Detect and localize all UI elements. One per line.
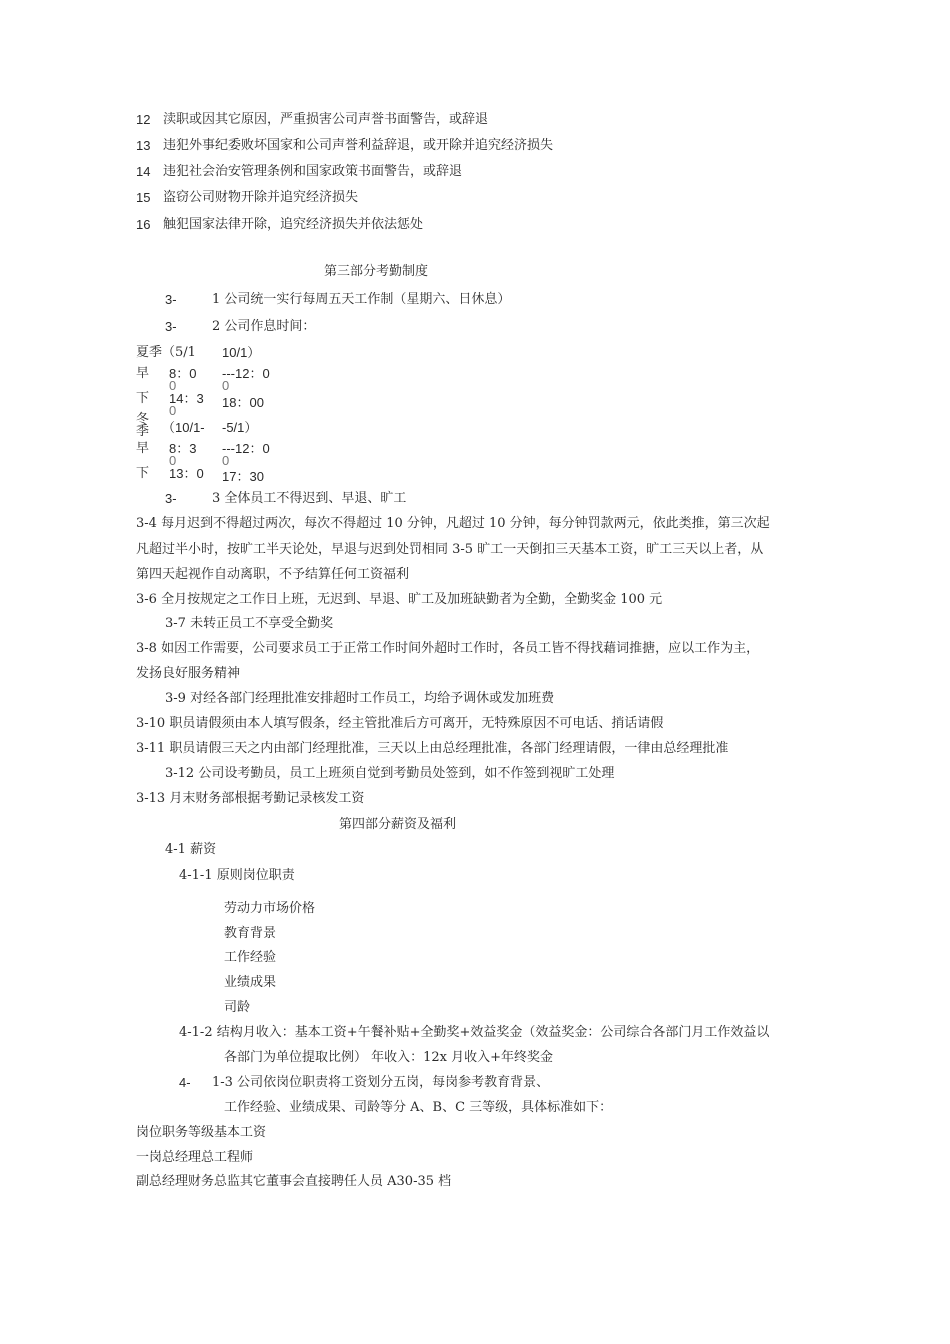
winter-afternoon-end: 17：30 bbox=[222, 469, 264, 484]
clipped-digit-fragment: 0 bbox=[222, 453, 230, 468]
para-3-4-line-3: 第四天起视作自动离职，不予结算任何工资福利 bbox=[136, 567, 410, 582]
para-3-12: 3-12 公司设考勤员，员工上班须自觉到考勤员处签到，如不作签到视旷工处理 bbox=[165, 766, 615, 781]
item-3-1-text: 1 公司统一实行每周五天工作制（星期六、日休息） bbox=[212, 292, 511, 307]
clipped-digit-fragment: 0 bbox=[222, 378, 230, 393]
section-4-1-1: 4-1-1 原则岗位职责 bbox=[179, 868, 295, 883]
rule-12-number: 12 bbox=[136, 112, 151, 127]
clipped-digit-fragment: 0 bbox=[169, 378, 177, 393]
section-4-1-2-line-1: 4-1-2 结构月收入：基本工资+午餐补贴+全勤奖+效益奖金（效益奖金：公司综合各部门月工作效益以 bbox=[179, 1025, 770, 1040]
para-3-6: 3-6 全月按规定之工作日上班，无迟到、早退、旷工及加班缺勤者为全勤，全勤奖金 100 元 bbox=[136, 592, 663, 607]
item-3-3-number: 3- bbox=[165, 491, 177, 506]
para-3-10: 3-10 职员请假须由本人填写假条，经主管批准后方可离开，无特殊原因不可电话、捎话请假 bbox=[136, 716, 664, 731]
winter-label: 冬季 bbox=[136, 412, 150, 439]
rule-15-number: 15 bbox=[136, 190, 151, 205]
summer-morning-label: 早 bbox=[136, 366, 150, 381]
rule-14-number: 14 bbox=[136, 164, 151, 179]
para-3-4-line-2: 凡超过半小时，按旷工半天论处，早退与迟到处罚相同 3-5 旷工一天倒扣三天基本工资，旷工三天以上者，从 bbox=[136, 542, 764, 557]
para-3-4-line-1: 3-4 每月迟到不得超过两次，每次不得超过 10 分钟，凡超过 10 分钟，每分钟罚款两元，依此类推，第三次起 bbox=[136, 516, 770, 531]
winter-range-end: -5/1） bbox=[222, 420, 258, 435]
para-3-11: 3-11 职员请假三天之内由部门经理批准，三天以上由总经理批准，各部门经理请假，一律由总经理批准 bbox=[136, 741, 729, 756]
factor-item: 教育背景 bbox=[224, 926, 277, 941]
item-3-1-number: 3- bbox=[165, 292, 177, 307]
para-3-7: 3-7 未转正员工不享受全勤奖 bbox=[165, 616, 334, 631]
rule-12-text: 渎职或因其它原因，严重损害公司声誉书面警告，或辞退 bbox=[163, 112, 489, 127]
salary-row: 副总经理财务总监其它董事会直接聘任人员 A30-35 档 bbox=[136, 1174, 452, 1189]
factor-item: 工作经验 bbox=[224, 950, 277, 965]
item-3-3-text: 3 全体员工不得迟到、早退、旷工 bbox=[212, 491, 407, 506]
section-4-1-3-number: 4- bbox=[179, 1075, 191, 1090]
clipped-digit-fragment: 0 bbox=[169, 403, 177, 418]
part4-title: 第四部分薪资及福利 bbox=[339, 817, 457, 832]
summer-afternoon-label: 下 bbox=[136, 391, 150, 406]
clipped-digit-fragment: 0 bbox=[169, 453, 177, 468]
section-4-1-2-line-2: 各部门为单位提取比例） 年收入：12x 月收入+年终奖金 bbox=[224, 1050, 554, 1065]
rule-13-number: 13 bbox=[136, 138, 151, 153]
summer-afternoon-end: 18：00 bbox=[222, 395, 264, 410]
rule-15-text: 盗窃公司财物开除并追究经济损失 bbox=[163, 190, 359, 205]
salary-table-header: 岗位职务等级基本工资 bbox=[136, 1125, 267, 1140]
rule-13-text: 违犯外事纪委败坏国家和公司声誉利益辞退，或开除并追究经济损失 bbox=[163, 138, 554, 153]
winter-morning-end: ---12：0 bbox=[222, 441, 270, 456]
rule-16-text: 触犯国家法律开除，追究经济损失并依法惩处 bbox=[163, 217, 424, 232]
part3-title: 第三部分考勤制度 bbox=[324, 264, 429, 279]
salary-row: 一岗总经理总工程师 bbox=[136, 1150, 254, 1165]
item-3-2-number: 3- bbox=[165, 319, 177, 334]
factor-item: 司龄 bbox=[224, 1000, 251, 1015]
summer-morning-end: ---12：0 bbox=[222, 366, 270, 381]
section-4-1-3-line-2: 工作经验、业绩成果、司龄等分 A、B、C 三等级，具体标准如下： bbox=[224, 1100, 613, 1115]
winter-range-start: （10/1- bbox=[162, 420, 205, 435]
para-3-9: 3-9 对经各部门经理批准安排超时工作员工，均给予调休或发加班费 bbox=[165, 691, 555, 706]
para-3-13: 3-13 月末财务部根据考勤记录核发工资 bbox=[136, 791, 365, 806]
para-3-8-line-2: 发扬良好服务精神 bbox=[136, 666, 241, 681]
winter-morning-start: 8：3 bbox=[169, 441, 197, 456]
winter-morning-label: 早 bbox=[136, 441, 150, 456]
winter-afternoon-label: 下 bbox=[136, 466, 150, 481]
factor-item: 劳动力市场价格 bbox=[224, 901, 316, 916]
para-3-8-line-1: 3-8 如因工作需要，公司要求员工于正常工作时间外超时工作时，各员工皆不得找藉词推搪，应以工作为主， bbox=[136, 641, 760, 656]
rule-14-text: 违犯社会治安管理条例和国家政策书面警告，或辞退 bbox=[163, 164, 463, 179]
summer-afternoon-start: 14：3 bbox=[169, 391, 204, 406]
section-4-1-3-line-1: 1-3 公司依岗位职责将工资划分五岗，每岗参考教育背景、 bbox=[212, 1075, 550, 1090]
section-4-1: 4-1 薪资 bbox=[165, 842, 217, 857]
rule-16-number: 16 bbox=[136, 217, 151, 232]
item-3-2-text: 2 公司作息时间： bbox=[212, 319, 316, 334]
winter-afternoon-start: 13：0 bbox=[169, 466, 204, 481]
factor-item: 业绩成果 bbox=[224, 975, 277, 990]
summer-morning-start: 8：0 bbox=[169, 366, 197, 381]
summer-end: 10/1） bbox=[222, 345, 261, 360]
summer-label: 夏季（5/1 bbox=[136, 345, 196, 360]
